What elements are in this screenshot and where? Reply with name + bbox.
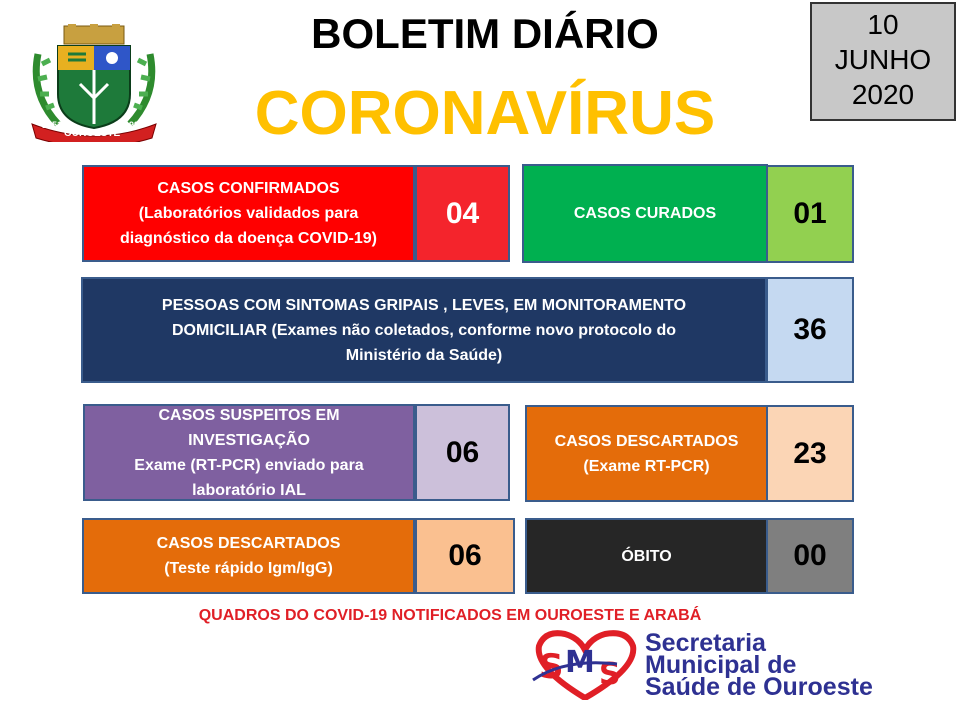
footer-note: QUADROS DO COVID-19 NOTIFICADOS EM OUROESTE E ARABÁ [198, 607, 702, 624]
page-title: BOLETIM DIÁRIO [311, 10, 659, 57]
discarded-rapid-count: 06 [415, 518, 515, 594]
monitoring-label [81, 277, 767, 383]
monitoring-label-line: DOMICILIAR (Exames não coletados, conforme novo protocolo do [171, 321, 677, 339]
confirmed-label-line: CASOS CONFIRMADOS [157, 180, 340, 197]
discarded-rapid-label-line: (Teste rápido Igm/IgG) [164, 560, 333, 577]
cured-cases-label: CASOS CURADOS [522, 164, 768, 263]
discarded-rtpcr-label-line: CASOS DESCARTADOS [554, 432, 739, 450]
crest-banner: OUROESTE [64, 128, 121, 139]
confirmed-cases-label [82, 165, 415, 262]
discarded-rtpcr-label [525, 405, 768, 502]
logo-text-line: Secretaria [645, 629, 766, 657]
crest-year-right: 1995 [124, 120, 145, 130]
monitoring-count: 36 [766, 277, 854, 383]
discarded-rtpcr-count: 23 [766, 405, 854, 502]
suspected-cases-count: 06 [415, 404, 510, 501]
municipal-crest-icon [28, 24, 160, 142]
date-month: JUNHO [834, 44, 932, 75]
secretaria-name [645, 629, 935, 701]
suspected-label-line: CASOS SUSPEITOS EM [158, 406, 340, 424]
secretaria-logo [525, 628, 925, 720]
death-label: ÓBITO [525, 518, 768, 594]
svg-text:M: M [565, 645, 595, 680]
page-subtitle: CORONAVÍRUS [254, 79, 716, 148]
logo-text-line: Municipal de [645, 651, 797, 679]
confirmed-label-line: (Laboratórios validados para [138, 205, 359, 222]
crest-year-left: 1951 [42, 120, 63, 130]
confirmed-cases-count: 04 [415, 165, 510, 262]
discarded-rapid-label-line: CASOS DESCARTADOS [156, 535, 341, 552]
date-year: 2020 [851, 79, 915, 110]
date-day: 10 [867, 9, 899, 40]
confirmed-label-line: diagnóstico da doença COVID-19) [120, 230, 377, 247]
discarded-rapid-label [82, 518, 415, 594]
suspected-label-line: Exame (RT-PCR) enviado para [134, 456, 364, 474]
monitoring-label-line: PESSOAS COM SINTOMAS GRIPAIS , LEVES, EM MONITORAMENTO [161, 296, 687, 314]
monitoring-label-line: Ministério da Saúde) [345, 346, 503, 364]
cured-cases-count: 01 [766, 165, 854, 263]
suspected-label-line: laboratório IAL [192, 481, 306, 499]
svg-text:S: S [539, 647, 564, 687]
suspected-cases-label [83, 404, 415, 501]
suspected-label-line: INVESTIGAÇÃO [188, 431, 310, 449]
svg-text:S: S [599, 657, 621, 692]
discarded-rtpcr-label-line: (Exame RT-PCR) [583, 457, 710, 475]
sms-heart-logo-icon [525, 628, 650, 700]
date-box [810, 2, 956, 121]
logo-text-line: Saúde de Ouroeste [645, 673, 873, 701]
death-count: 00 [766, 518, 854, 594]
